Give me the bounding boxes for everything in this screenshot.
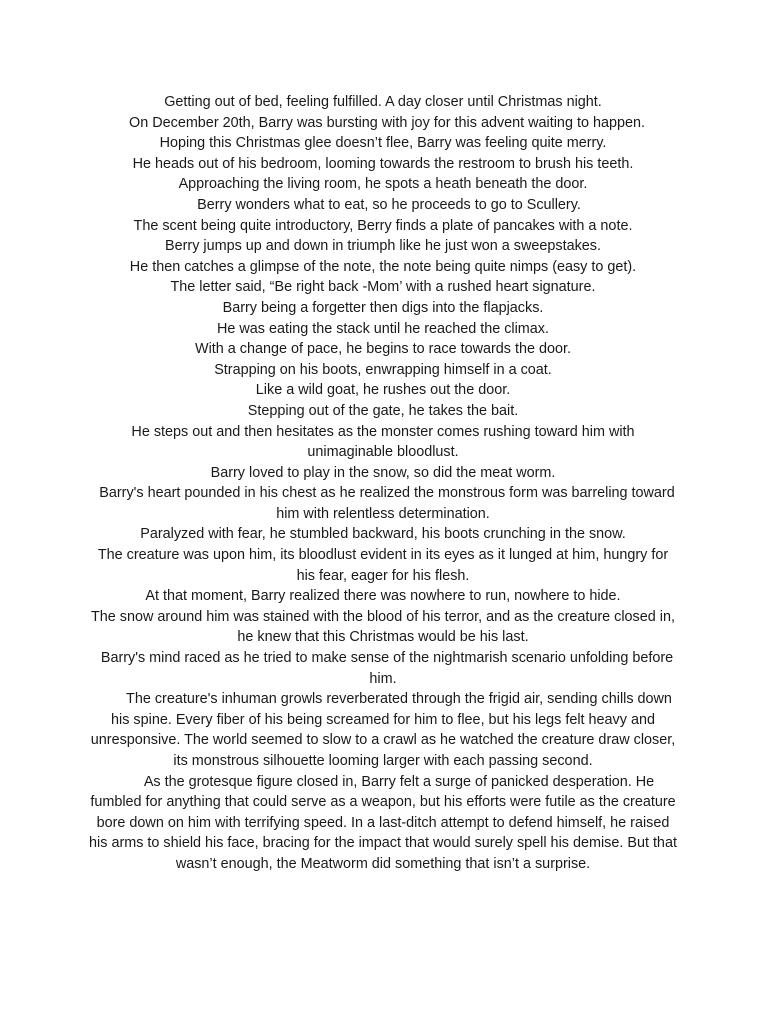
- story-line: At that moment, Barry realized there was nowhere to run, nowhere to hide.: [145, 588, 621, 605]
- story-line: The snow around him was stained with the blood of his terror, and as the creature closed in, he knew that this Christmas would be his last.: [91, 608, 679, 646]
- story-paragraph: As the grotesque figure closed in, Barry felt a surge of panicked desperation. He fumbled for anything that could serve as a weapon, but his efforts were futile as the creature bore down on him with terrifying speed. In a last-ditch attempt to defend himself, he raised his arms to shield his face, bracing for the impact that would surely spell his demise. But that wasn’t enough, the Meatworm did something that isn’t a surprise.: [89, 773, 681, 872]
- story-line: Berry jumps up and down in triumph like he just won a sweepstakes.: [165, 238, 601, 255]
- story-line: The scent being quite introductory, Berry finds a plate of pancakes with a note.: [133, 217, 633, 234]
- story-line: Paralyzed with fear, he stumbled backward, his boots crunching in the snow.: [140, 526, 626, 543]
- story-line: The letter said, “Be right back -Mom’ with a rushed heart signature.: [170, 279, 596, 296]
- story-line: Berry wonders what to eat, so he proceeds to go to Scullery.: [185, 196, 581, 213]
- story-line: He heads out of his bedroom, looming towards the restroom to brush his teeth.: [132, 155, 634, 172]
- story-line: Strapping on his boots, enwrapping himself in a coat.: [214, 361, 552, 378]
- story-paragraph: The creature's inhuman growls reverberated through the frigid air, sending chills down his spine. Every fiber of his being screamed for him to flee, but his legs felt heavy and unresponsive. The world seemed to slow to a crawl as he watched the creature draw closer, its monstrous silhouette looming larger with each passing second.: [90, 691, 680, 769]
- story-line: Approaching the living room, he spots a heath beneath the door.: [178, 176, 588, 193]
- story-line: Barry's mind raced as he tried to make sense of the nightmarish scenario unfolding before him.: [92, 650, 678, 687]
- story-text: [88, 92, 681, 875]
- story-line: He steps out and then hesitates as the monster comes rushing toward him with unimaginable bloodlust.: [131, 423, 639, 461]
- story-line: Like a wild goat, he rushes out the door.: [255, 382, 511, 399]
- story-line: The creature was upon him, its bloodlust evident in its eyes as it lunged at him, hungry for his fear, eager for his flesh.: [97, 547, 673, 584]
- story-line: Barry loved to play in the snow, so did the meat worm.: [210, 464, 556, 481]
- story-line: Stepping out of the gate, he takes the bait.: [247, 402, 519, 419]
- story-line: Hoping this Christmas glee doesn’t flee, Barry was feeling quite merry.: [159, 135, 607, 152]
- story-line: Getting out of bed, feeling fulfilled. A day closer until Christmas night.: [164, 94, 602, 110]
- story-line: On December 20th, Barry was bursting with joy for this advent waiting to happen.: [121, 114, 645, 131]
- story-line: He was eating the stack until he reached the climax.: [217, 320, 549, 337]
- story-line: Barry being a forgetter then digs into the flapjacks.: [222, 299, 544, 316]
- story-line: He then catches a glimpse of the note, the note being quite nimps (easy to get).: [129, 258, 637, 275]
- story-line: Barry's heart pounded in his chest as he realized the monstrous form was barreling toward him with relentless determination.: [91, 485, 679, 522]
- story-line: With a change of pace, he begins to race towards the door.: [195, 341, 571, 358]
